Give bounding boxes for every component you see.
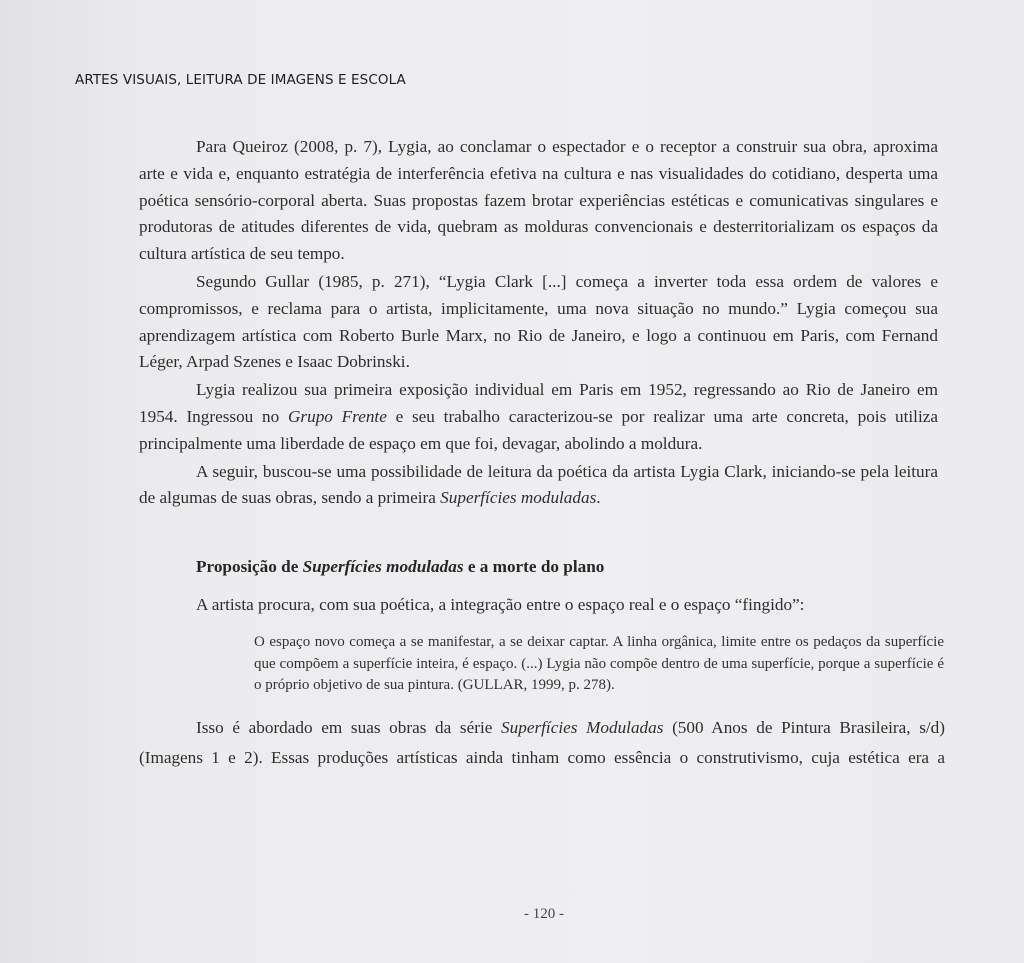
running-header: ARTES VISUAIS, LEITURA DE IMAGENS E ESCOLA bbox=[75, 72, 406, 88]
section-heading-italic: Superfícies moduladas bbox=[302, 557, 464, 576]
superficies-moduladas-italic: Superfícies Moduladas bbox=[501, 718, 664, 737]
paragraph-closing bbox=[139, 713, 945, 773]
closing-text bbox=[139, 713, 945, 773]
paragraph-leitura-start: A seguir, buscou-se uma possibilidade de leitura da poética da artista Lygia Clark, iniciando-se pela leitura de algumas de suas obras, sendo a primeira bbox=[139, 461, 938, 508]
section-intro: A artista procura, com sua poética, a integração entre o espaço real e o espaço “fingido”: bbox=[196, 595, 805, 614]
section-heading-end: e a morte do plano bbox=[463, 557, 605, 576]
paragraph-closing-end: (500 Anos de Pintura Brasileira, s/d) (Imagens 1 e 2). Essas produções artísticas ainda tinham como essência o construtivismo, cuja estética era a bbox=[139, 718, 945, 767]
paragraph-exposicao-end: e seu trabalho caracterizou-se por realizar uma arte concreta, pois utiliza principalmente uma liberdade de espaço em que foi, devagar, abolindo a moldura. bbox=[139, 406, 938, 453]
grupo-frente-italic: Grupo Frente bbox=[288, 406, 387, 426]
page-number: - 120 - bbox=[524, 906, 564, 922]
paragraph-exposicao bbox=[139, 377, 938, 457]
block-quote: O espaço novo começa a se manifestar, a se deixar captar. A linha orgânica, limite entre os pedaços da superfície que compõem a superfície inteira, é espaço. (...) Lygia não compõe dentro de uma superfície, porque a superfície é o próprio objetivo de sua pintura. (GULLAR, 1999, p. 278). bbox=[254, 634, 944, 693]
paragraph-leitura-end: . bbox=[596, 488, 601, 508]
paragraph-queiroz: Para Queiroz (2008, p. 7), Lygia, ao conclamar o espectador e o receptor a construir sua obra, aproxima arte e vida e, enquanto estratégia de interferência efetiva na cultura e nas visualidades do cotidiano, desperta uma poética sensório-corporal aberta. Suas propostas fazem brotar experiências estéticas e comunicativas singulares e produtoras de atitudes diferentes de vida, quebram as molduras convencionais e desterritorializam os espaços da cultura artística de seu tempo. bbox=[139, 137, 938, 264]
superficies-italic: Superfícies moduladas bbox=[440, 488, 597, 508]
section-heading-start: Proposição de bbox=[196, 557, 303, 576]
paragraph-leitura bbox=[139, 459, 938, 513]
main-text bbox=[139, 134, 938, 512]
paragraph-gullar: Segundo Gullar (1985, p. 271), “Lygia Clark [...] começa a inverter toda essa ordem de valores e compromissos, e reclama para o artista, implicitamente, uma nova situação no mundo.” Lygia começou sua aprendizagem artística com Roberto Burle Marx, no Rio de Janeiro, e logo a continuou em Paris, com Fernand Léger, Arpad Szenes e Isaac Dobrinski. bbox=[139, 271, 938, 372]
paragraph-exposicao-start: Lygia realizou sua primeira exposição individual em Paris em 1952, regressando ao Rio de Janeiro em 1954. Ingressou no bbox=[139, 380, 938, 426]
paragraph-closing-start: Isso é abordado em suas obras da série bbox=[196, 718, 502, 737]
section-heading bbox=[196, 557, 604, 577]
